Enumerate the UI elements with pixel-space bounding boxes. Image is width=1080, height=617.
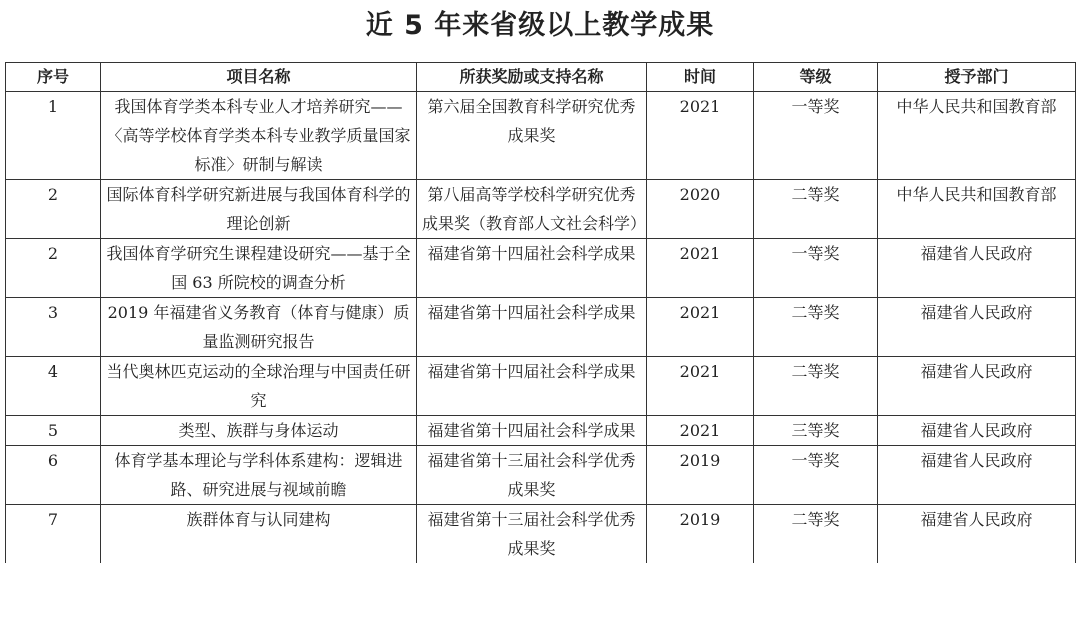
header-index: 序号	[6, 63, 101, 92]
table-row	[6, 298, 1076, 357]
table-row	[6, 446, 1076, 505]
cell-time: 2019	[647, 505, 754, 564]
page-title: 近 5 年来省级以上教学成果	[365, 10, 715, 41]
cell-time: 2021	[647, 357, 754, 416]
cell-project: 当代奥林匹克运动的全球治理与中国责任研究	[101, 357, 417, 416]
cell-award: 福建省第十四届社会科学成果	[417, 357, 647, 416]
cell-award: 第八届高等学校科学研究优秀成果奖（教育部人文社会科学）	[417, 180, 647, 239]
cell-project: 我国体育学类本科专业人才培养研究——〈高等学校体育学类本科专业教学质量国家标准〉研制与解读	[101, 92, 417, 180]
cell-award: 福建省第十三届社会科学优秀成果奖	[417, 446, 647, 505]
cell-grade: 二等奖	[754, 298, 878, 357]
table-header-row	[6, 63, 1076, 92]
cell-time: 2021	[647, 92, 754, 180]
cell-time: 2021	[647, 239, 754, 298]
table-row	[6, 180, 1076, 239]
cell-department: 中华人民共和国教育部	[878, 180, 1076, 239]
cell-project: 我国体育学研究生课程建设研究——基于全国 63 所院校的调查分析	[101, 239, 417, 298]
cell-project: 国际体育科学研究新进展与我国体育科学的理论创新	[101, 180, 417, 239]
results-table	[5, 62, 1076, 563]
cell-time: 2021	[647, 416, 754, 446]
cell-award: 第六届全国教育科学研究优秀成果奖	[417, 92, 647, 180]
cell-index: 7	[6, 505, 101, 564]
cell-department: 福建省人民政府	[878, 446, 1076, 505]
cell-project: 类型、族群与身体运动	[101, 416, 417, 446]
table-row	[6, 357, 1076, 416]
cell-department: 福建省人民政府	[878, 239, 1076, 298]
cell-grade: 一等奖	[754, 92, 878, 180]
cell-grade: 三等奖	[754, 416, 878, 446]
table-row	[6, 416, 1076, 446]
cell-grade: 二等奖	[754, 357, 878, 416]
cell-department: 中华人民共和国教育部	[878, 92, 1076, 180]
cell-index: 5	[6, 416, 101, 446]
cell-grade: 二等奖	[754, 180, 878, 239]
cell-index: 3	[6, 298, 101, 357]
cell-award: 福建省第十四届社会科学成果	[417, 239, 647, 298]
cell-department: 福建省人民政府	[878, 357, 1076, 416]
cell-award: 福建省第十四届社会科学成果	[417, 416, 647, 446]
cell-time: 2021	[647, 298, 754, 357]
cell-project: 族群体育与认同建构	[101, 505, 417, 564]
table-row	[6, 505, 1076, 564]
cell-index: 1	[6, 92, 101, 180]
cell-index: 2	[6, 239, 101, 298]
header-time: 时间	[647, 63, 754, 92]
cell-grade: 二等奖	[754, 505, 878, 564]
cell-award: 福建省第十三届社会科学优秀成果奖	[417, 505, 647, 564]
header-grade: 等级	[754, 63, 878, 92]
cell-award: 福建省第十四届社会科学成果	[417, 298, 647, 357]
cell-time: 2020	[647, 180, 754, 239]
cell-time: 2019	[647, 446, 754, 505]
cell-index: 2	[6, 180, 101, 239]
table-row	[6, 92, 1076, 180]
cell-project: 2019 年福建省义务教育（体育与健康）质量监测研究报告	[101, 298, 417, 357]
cell-grade: 一等奖	[754, 446, 878, 505]
header-award-name: 所获奖励或支持名称	[417, 63, 647, 92]
cell-department: 福建省人民政府	[878, 505, 1076, 564]
cell-department: 福建省人民政府	[878, 298, 1076, 357]
header-project-name: 项目名称	[101, 63, 417, 92]
cell-project: 体育学基本理论与学科体系建构：逻辑进路、研究进展与视域前瞻	[101, 446, 417, 505]
cell-grade: 一等奖	[754, 239, 878, 298]
cell-index: 6	[6, 446, 101, 505]
cell-department: 福建省人民政府	[878, 416, 1076, 446]
cell-index: 4	[6, 357, 101, 416]
header-department: 授予部门	[878, 63, 1076, 92]
table-row	[6, 239, 1076, 298]
